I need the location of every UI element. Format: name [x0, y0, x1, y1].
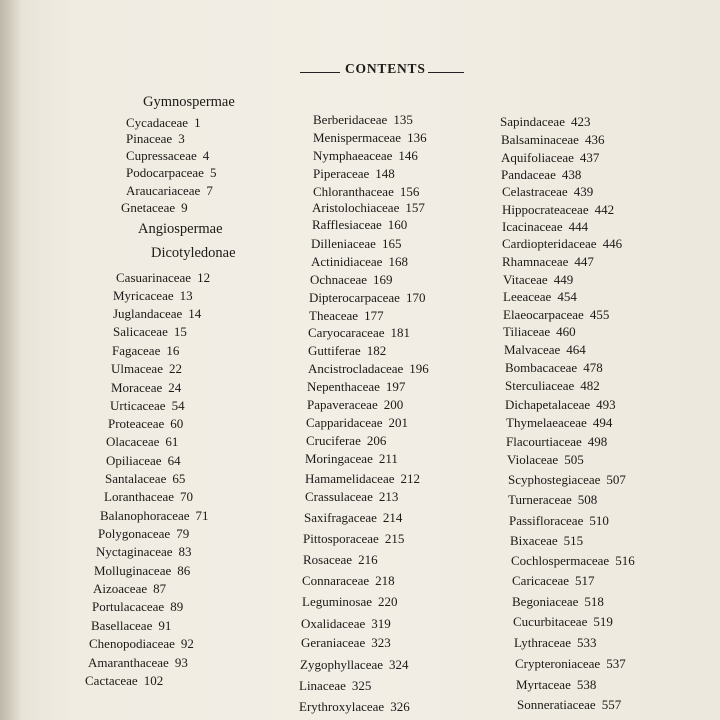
contents-entry: [507, 452, 584, 468]
page-number: 493: [596, 397, 616, 412]
section-heading: Dicotyledonae: [151, 245, 236, 261]
page-number: 92: [180, 636, 194, 651]
contents-entry: [508, 492, 597, 508]
contents-entry: [503, 324, 576, 340]
contents-entry: [502, 236, 622, 252]
contents-entry: [506, 434, 607, 450]
family-name: Basellaceae: [91, 618, 153, 633]
family-name: Zygophyllaceae: [300, 657, 384, 672]
family-name: Guttiferae: [308, 343, 361, 358]
page-number: 557: [601, 697, 622, 712]
page-number: 16: [166, 343, 180, 358]
page-number: 196: [409, 361, 429, 376]
page-number: 170: [405, 290, 426, 305]
page-number: 1: [194, 115, 201, 130]
family-name: Sapindaceae: [500, 114, 565, 129]
family-name: Cochlospermaceae: [511, 553, 610, 568]
family-name: Scyphostegiaceae: [508, 472, 601, 487]
page-number: 478: [583, 360, 603, 375]
family-name: Malvaceae: [504, 342, 561, 357]
family-name: Gnetaceae: [121, 200, 176, 215]
family-name: Flacourtiaceae: [506, 434, 582, 449]
page-number: 510: [589, 513, 609, 528]
page-number: 438: [561, 167, 582, 182]
contents-entry: [505, 360, 603, 376]
page-number: 91: [158, 618, 172, 633]
family-name: Portulacaceae: [92, 599, 165, 614]
family-name: Araucariaceae: [126, 183, 201, 198]
page-number: 494: [592, 415, 613, 430]
page-number: 508: [577, 492, 598, 507]
family-name: Caricaceae: [512, 573, 570, 588]
page-number: 14: [188, 306, 202, 321]
family-name: Vitaceae: [503, 272, 548, 287]
page-number: 182: [366, 343, 387, 358]
page-number: 325: [351, 678, 372, 693]
page-number: 146: [398, 148, 418, 163]
family-name: Urticaceae: [110, 398, 166, 413]
family-name: Fagaceae: [112, 343, 161, 358]
family-name: Cactaceae: [85, 673, 138, 688]
family-name: Santalaceae: [105, 471, 167, 486]
family-name: Ancistrocladaceae: [308, 361, 404, 376]
page-number: 518: [584, 594, 604, 609]
family-name: Molluginaceae: [94, 563, 172, 578]
page-number: 439: [573, 184, 594, 199]
contents-entry: [512, 573, 595, 589]
page-number: 60: [170, 416, 184, 431]
contents-entry: [509, 513, 609, 529]
family-name: Oxalidaceae: [301, 616, 366, 631]
page-number: 64: [167, 453, 181, 468]
page-number: 54: [171, 398, 185, 413]
page-number: 87: [153, 581, 167, 596]
family-name: Balsaminaceae: [501, 132, 579, 147]
family-name: Dichapetalaceae: [505, 397, 591, 412]
family-name: Pittosporaceae: [303, 531, 379, 546]
family-name: Hippocrateaceae: [502, 202, 589, 217]
family-name: Juglandaceae: [113, 306, 183, 321]
page-number: 169: [373, 272, 393, 287]
family-name: Nymphaeaceae: [313, 148, 393, 163]
page-number: 206: [366, 433, 387, 448]
family-name: Olacaceae: [106, 434, 160, 449]
page-number: 3: [178, 131, 185, 146]
page-number: 86: [177, 563, 191, 578]
family-name: Theaceae: [309, 308, 359, 323]
family-name: Rosaceae: [303, 552, 353, 567]
page-number: 446: [602, 236, 623, 251]
contents-entry: [502, 202, 614, 218]
family-name: Rafflesiaceae: [312, 217, 382, 232]
family-name: Violaceae: [507, 452, 559, 467]
contents-entry: [515, 656, 626, 672]
page-number: 156: [399, 184, 420, 199]
contents-entry: [513, 614, 613, 630]
page-number: 505: [564, 452, 584, 467]
page-number: 507: [606, 472, 626, 487]
family-name: Celastraceae: [502, 184, 568, 199]
family-name: Salicaceae: [113, 324, 168, 339]
family-name: Cruciferae: [306, 433, 361, 448]
page-number: 65: [172, 471, 186, 486]
page-number: 12: [197, 270, 211, 285]
family-name: Linaceae: [299, 678, 346, 693]
contents-entry: [505, 397, 616, 413]
family-name: Actinidiaceae: [311, 254, 383, 269]
page-number: 197: [385, 379, 406, 394]
family-name: Amaranthaceae: [88, 655, 169, 670]
family-name: Ulmaceae: [111, 361, 163, 376]
page-number: 517: [575, 573, 595, 588]
family-name: Podocarpaceae: [126, 165, 204, 180]
family-name: Aquifoliaceae: [501, 150, 574, 165]
contents-entry: [502, 254, 594, 270]
family-name: Casuarinaceae: [116, 270, 192, 285]
family-name: Bombacaceae: [505, 360, 578, 375]
family-name: Sonneratiaceae: [517, 697, 596, 712]
page-number: 79: [176, 526, 190, 541]
page-number: 482: [580, 378, 600, 393]
family-name: Lythraceae: [514, 635, 572, 650]
page-number: 216: [358, 552, 378, 567]
page-number: 533: [577, 635, 597, 650]
family-name: Pandaceae: [501, 167, 556, 182]
page-number: 212: [400, 471, 420, 486]
family-name: Icacinaceae: [502, 219, 563, 234]
family-name: Polygonaceae: [98, 526, 171, 541]
family-name: Hamamelidaceae: [305, 471, 395, 486]
family-name: Balanophoraceae: [100, 508, 190, 523]
family-name: Aristolochiaceae: [312, 200, 400, 215]
page-number: 15: [173, 324, 187, 339]
family-name: Crypteroniaceae: [515, 656, 601, 671]
page-number: 464: [566, 342, 586, 357]
family-name: Cycadaceae: [126, 115, 189, 130]
page-number: 181: [390, 325, 410, 340]
page-number: 160: [387, 217, 408, 232]
contents-entry: [501, 167, 581, 183]
contents-entry: [505, 378, 600, 394]
contents-entry: [500, 114, 590, 130]
page-number: 326: [390, 699, 410, 714]
family-name: Cardiopteridaceae: [502, 236, 597, 251]
page-number: 61: [165, 434, 179, 449]
contents-entry: [517, 697, 621, 713]
page-number: 454: [557, 289, 577, 304]
family-name: Begoniaceae: [512, 594, 579, 609]
page-number: 201: [388, 415, 409, 430]
family-name: Aizoaceae: [93, 581, 148, 596]
page-number: 213: [378, 489, 399, 504]
page-number: 538: [576, 677, 597, 692]
page-number: 319: [371, 616, 391, 631]
contents-title: CONTENTS: [345, 61, 426, 76]
family-name: Tiliaceae: [503, 324, 551, 339]
family-name: Loranthaceae: [104, 489, 175, 504]
page-number: 449: [553, 272, 574, 287]
page-number: 215: [384, 531, 405, 546]
page-number: 5: [209, 165, 217, 180]
page-number: 70: [180, 489, 194, 504]
family-name: Piperaceae: [313, 166, 370, 181]
page-number: 436: [584, 132, 605, 147]
page-number: 214: [382, 510, 403, 525]
family-name: Cupressaceae: [126, 148, 197, 163]
page-number: 537: [606, 656, 626, 671]
page-number: 519: [593, 614, 613, 629]
family-name: Erythroxylaceae: [299, 699, 385, 714]
family-name: Geraniaceae: [301, 635, 366, 650]
contents-entry: [514, 635, 597, 651]
family-name: Leguminosae: [302, 594, 373, 609]
page-number: 83: [178, 544, 192, 559]
page-number: 24: [168, 380, 182, 395]
contents-entry: [502, 184, 593, 200]
family-name: Dipterocarpaceae: [309, 290, 400, 305]
family-name: Myricaceae: [113, 288, 174, 303]
page-number: 22: [168, 361, 182, 376]
page-number: 4: [202, 148, 210, 163]
family-name: Leeaceae: [503, 289, 552, 304]
family-name: Nepenthaceae: [307, 379, 380, 394]
page-number: 218: [375, 573, 395, 588]
family-name: Rhamnaceae: [502, 254, 569, 269]
page-number: 9: [181, 200, 188, 215]
page-number: 444: [568, 219, 589, 234]
contents-entry: [504, 342, 586, 358]
contents-entry: [503, 289, 577, 305]
page-number: 7: [206, 183, 213, 198]
family-name: Myrtaceae: [516, 677, 571, 692]
page-number: 455: [589, 307, 610, 322]
contents-entry: [508, 472, 626, 488]
family-name: Thymelaeaceae: [506, 415, 587, 430]
page-number: 423: [570, 114, 591, 129]
contents-entry: [503, 272, 573, 288]
page-number: 89: [170, 599, 184, 614]
contents-entry: [516, 677, 596, 693]
family-name: Elaeocarpaceae: [503, 307, 584, 322]
page-number: 157: [405, 200, 425, 215]
family-name: Menispermaceae: [313, 130, 402, 145]
page-number: 498: [587, 434, 608, 449]
section-heading: Gymnospermae: [143, 94, 235, 110]
family-name: Berberidaceae: [313, 112, 388, 127]
page-number: 177: [364, 308, 384, 323]
family-name: Caryocaraceae: [308, 325, 385, 340]
family-name: Connaraceae: [302, 573, 370, 588]
page-number: 442: [594, 202, 615, 217]
section-heading: Angiospermae: [138, 221, 223, 237]
page-number: 460: [556, 324, 576, 339]
family-name: Dilleniaceae: [311, 236, 376, 251]
contents-entry: [510, 533, 583, 549]
family-name: Chenopodiaceae: [89, 636, 175, 651]
page-number: 437: [579, 150, 600, 165]
family-name: Ochnaceae: [310, 272, 368, 287]
contents-entry: [503, 307, 609, 323]
family-name: Cucurbitaceae: [513, 614, 588, 629]
contents-entry: [501, 150, 599, 166]
family-name: Saxifragaceae: [304, 510, 377, 525]
page-number: 516: [615, 553, 635, 568]
page-number: 136: [407, 130, 427, 145]
page-number: 447: [574, 254, 594, 269]
page-number: 13: [179, 288, 193, 303]
contents-entry: [502, 219, 588, 235]
contents-entry: [501, 132, 604, 148]
family-name: Capparidaceae: [306, 415, 383, 430]
family-name: Nyctaginaceae: [96, 544, 173, 559]
family-name: Moraceae: [111, 380, 163, 395]
contents-entry: [512, 594, 604, 610]
family-name: Opiliaceae: [106, 453, 162, 468]
page-number: 135: [393, 112, 413, 127]
family-name: Papaveraceae: [307, 397, 378, 412]
family-name: Turneraceae: [508, 492, 572, 507]
family-name: Chloranthaceae: [313, 184, 394, 199]
page-number: 148: [375, 166, 395, 181]
page-number: 93: [174, 655, 188, 670]
page-number: 515: [563, 533, 584, 548]
family-name: Bixaceae: [510, 533, 558, 548]
family-name: Moringaceae: [305, 451, 373, 466]
page-number: 168: [388, 254, 408, 269]
page-number: 324: [389, 657, 409, 672]
family-name: Sterculiaceae: [505, 378, 575, 393]
contents-entry: [511, 553, 635, 569]
contents-entry: [506, 415, 612, 431]
page-number: 323: [371, 635, 391, 650]
page-number: 220: [378, 594, 398, 609]
family-name: Passifloraceae: [509, 513, 584, 528]
page-number: 71: [195, 508, 209, 523]
page-number: 102: [143, 673, 164, 688]
page-number: 200: [383, 397, 404, 412]
page-number: 165: [381, 236, 402, 251]
family-name: Proteaceae: [108, 416, 165, 431]
family-name: Pinaceae: [126, 131, 173, 146]
page-number: 211: [378, 451, 398, 466]
family-name: Crassulaceae: [305, 489, 373, 504]
